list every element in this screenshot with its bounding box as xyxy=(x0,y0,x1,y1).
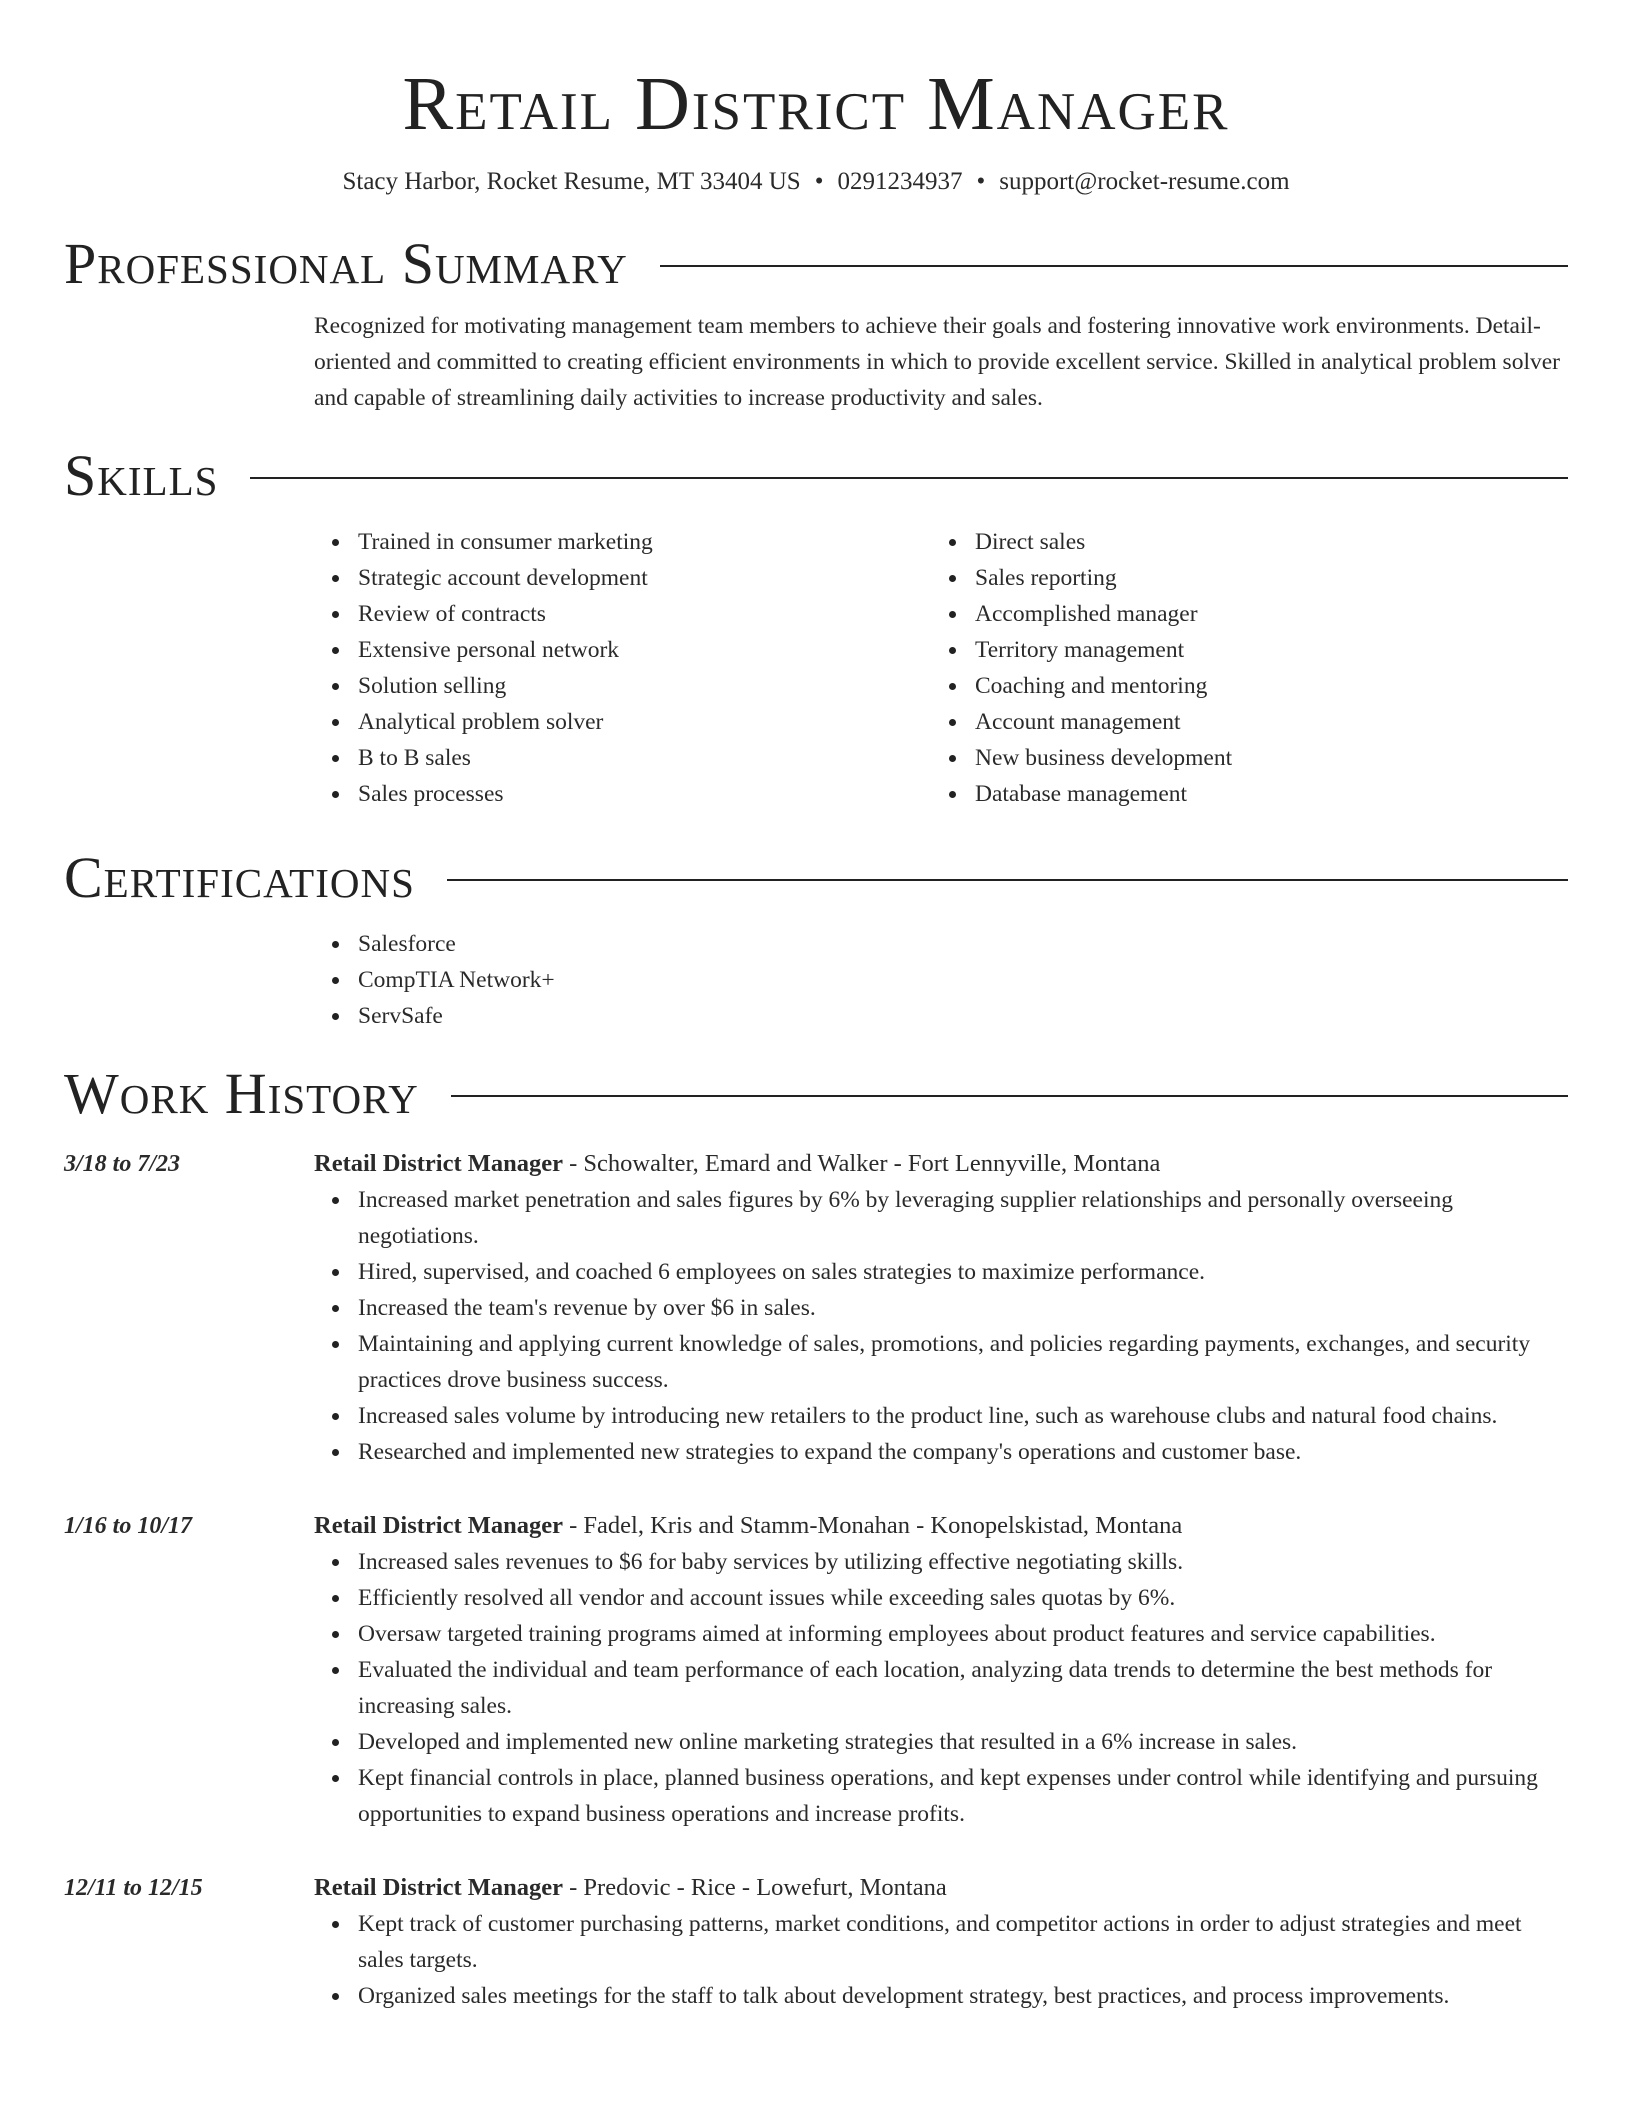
skills-heading: Skills xyxy=(64,443,219,508)
skill-item: Account management xyxy=(975,704,1548,740)
job-title-line xyxy=(314,1146,1568,1182)
job-employer: - Schowalter, Emard and Walker - Fort Lennyville, Montana xyxy=(563,1150,1161,1177)
job-role: Retail District Manager xyxy=(314,1874,563,1901)
skill-item: Review of contracts xyxy=(358,596,931,632)
resume-title: Retail District Manager xyxy=(402,62,1230,146)
certifications-body xyxy=(314,926,1568,1034)
summary-body xyxy=(314,308,1568,416)
skill-item: Direct sales xyxy=(975,524,1548,560)
certification-item: Salesforce xyxy=(358,926,1568,962)
job-bullet: Increased the team's revenue by over $6 in sales. xyxy=(358,1290,1568,1326)
job-bullet-list xyxy=(314,1544,1568,1832)
work-history-heading: Work History xyxy=(64,1061,419,1126)
skill-item: B to B sales xyxy=(358,740,931,776)
job-role: Retail District Manager xyxy=(314,1150,563,1177)
skill-item: Database management xyxy=(975,776,1548,812)
skills-list-right xyxy=(931,524,1548,812)
job-bullet: Efficiently resolved all vendor and account issues while exceeding sales quotas by 6%. xyxy=(358,1580,1568,1616)
job-dates: 3/18 to 7/23 xyxy=(64,1151,181,1177)
certification-item: ServSafe xyxy=(358,998,1568,1034)
skill-item: Analytical problem solver xyxy=(358,704,931,740)
job-role: Retail District Manager xyxy=(314,1512,563,1539)
job-entry xyxy=(64,1870,1568,2014)
skill-item: Extensive personal network xyxy=(358,632,931,668)
certifications-list xyxy=(314,926,1568,1034)
job-dates: 1/16 to 10/17 xyxy=(64,1513,193,1539)
job-bullet-list xyxy=(314,1906,1568,2014)
contact-phone: 0291234937 xyxy=(837,168,963,195)
job-title-line xyxy=(314,1508,1568,1544)
contact-line xyxy=(64,166,1568,198)
skill-item: Sales processes xyxy=(358,776,931,812)
skill-item: Trained in consumer marketing xyxy=(358,524,931,560)
job-bullet: Evaluated the individual and team performance of each location, analyzing data trends to determine the best methods for increasing sales. xyxy=(358,1652,1568,1724)
job-bullet: Developed and implemented new online marketing strategies that resulted in a 6% increase in sales. xyxy=(358,1724,1568,1760)
skill-item: Sales reporting xyxy=(975,560,1548,596)
job-bullet: Maintaining and applying current knowledge of sales, promotions, and policies regarding payments, exchanges, and security practices drove business success. xyxy=(358,1326,1568,1398)
job-details xyxy=(314,1146,1568,1470)
summary-section-header xyxy=(64,228,1568,300)
job-entry xyxy=(64,1146,1568,1470)
summary-heading: Professional Summary xyxy=(64,231,628,296)
summary-text: Recognized for motivating management team members to achieve their goals and fostering innovative work environments. Detail-oriented and committed to creating efficient environments in which to provide excellent service. Skilled in analytical problem solver and capable of streamlining daily activities to increase productivity and sales. xyxy=(314,313,1560,411)
contact-separator: • xyxy=(814,168,824,195)
contact-separator: • xyxy=(976,168,986,195)
job-bullet: Kept financial controls in place, planned business operations, and kept expenses under control while identifying and pursuing opportunities to expand business operations and increase profits. xyxy=(358,1760,1568,1832)
skill-item: Territory management xyxy=(975,632,1548,668)
job-bullet: Hired, supervised, and coached 6 employees on sales strategies to maximize performance. xyxy=(358,1254,1568,1290)
job-employer: - Predovic - Rice - Lowefurt, Montana xyxy=(563,1874,947,1901)
skills-list-left xyxy=(314,524,931,812)
skill-item: Solution selling xyxy=(358,668,931,704)
job-title-line xyxy=(314,1870,1568,1906)
certifications-heading: Certifications xyxy=(64,845,415,910)
job-bullet: Kept track of customer purchasing patterns, market conditions, and competitor actions in order to adjust strategies and meet sales targets. xyxy=(358,1906,1568,1978)
section-divider xyxy=(250,477,1568,479)
job-bullet: Increased market penetration and sales figures by 6% by leveraging supplier relationships and personally overseeing negotiations. xyxy=(358,1182,1568,1254)
job-bullet: Organized sales meetings for the staff to talk about development strategy, best practices, and process improvements. xyxy=(358,1978,1568,2014)
job-bullet: Oversaw targeted training programs aimed at informing employees about product features and service capabilities. xyxy=(358,1616,1568,1652)
job-bullet: Increased sales revenues to $6 for baby services by utilizing effective negotiating skills. xyxy=(358,1544,1568,1580)
job-details xyxy=(314,1508,1568,1832)
job-bullet-list xyxy=(314,1182,1568,1470)
job-entry xyxy=(64,1508,1568,1832)
skill-item: Coaching and mentoring xyxy=(975,668,1548,704)
skill-item: New business development xyxy=(975,740,1548,776)
certification-item: CompTIA Network+ xyxy=(358,962,1568,998)
skill-item: Strategic account development xyxy=(358,560,931,596)
section-divider xyxy=(451,1095,1568,1097)
contact-address: Stacy Harbor, Rocket Resume, MT 33404 US xyxy=(342,168,801,195)
skills-section-header xyxy=(64,440,1568,512)
job-details xyxy=(314,1870,1568,2014)
job-bullet: Researched and implemented new strategies to expand the company's operations and customer base. xyxy=(358,1434,1568,1470)
job-employer: - Fadel, Kris and Stamm-Monahan - Konopelskistad, Montana xyxy=(563,1512,1183,1539)
job-bullet: Increased sales volume by introducing new retailers to the product line, such as warehouse clubs and natural food chains. xyxy=(358,1398,1568,1434)
job-dates: 12/11 to 12/15 xyxy=(64,1875,203,1901)
section-divider xyxy=(447,879,1568,881)
contact-email: support@rocket-resume.com xyxy=(999,168,1290,195)
work-history-section-header xyxy=(64,1058,1568,1130)
section-divider xyxy=(660,265,1568,267)
skill-item: Accomplished manager xyxy=(975,596,1548,632)
skills-grid xyxy=(314,524,1568,812)
certifications-section-header xyxy=(64,842,1568,914)
